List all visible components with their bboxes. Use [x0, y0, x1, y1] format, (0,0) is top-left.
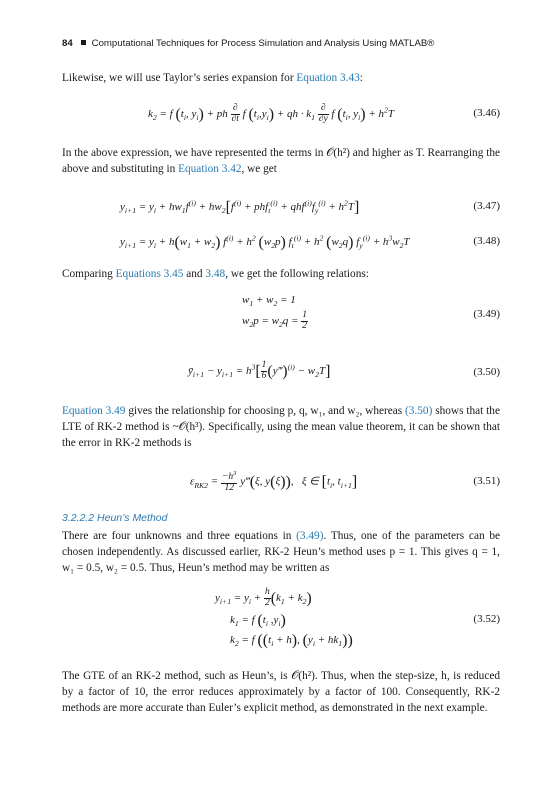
equation-3-48: $y_{i+1} = y_i + h(w_1 + w_2) f^{(i)} + h^2$ $(w_2p) f_t^{(i)} + h^2$ $(w_2q) f_y^{(i)} + h^3w_2T$ (3.48)	[120, 233, 500, 251]
square-bullet-icon	[81, 40, 86, 45]
equation-3-51: $\varepsilon_{RK2}$ = $\frac{-h^3}{12}$ y‴(ξ, y(ξ)), ξ ∈ [$t_i$, $t_{i+1}$] (3.51)	[190, 470, 500, 494]
equation-number: (3.52)	[473, 613, 500, 625]
equation-3-49: $w_1 + w_2 = 1$ $w_2p = w_2q$ = $\frac{1}{2}$ (3.49)	[242, 294, 500, 331]
equation-number: (3.49)	[473, 308, 500, 320]
equation-number: (3.47)	[473, 200, 500, 212]
equation-number: (3.46)	[473, 107, 500, 119]
equation-3-46: $k_2 = f$ ($t_i$, $y_i$) + ph $\frac{\partial}{\partial t}$ f $(t_i,y_i)$ + qh · $k_1$ $\frac{\partial}{\partial y}$ f ($t_i$, $y_i) + h^2T$ (3.46)	[148, 103, 500, 124]
equation-3-50: $ȳ_{i+1} - y_{i+1} = h^3$[ $\frac{1}{6}$ (y‴)$^{(i)}$ − $w_2T$] (3.50)	[188, 360, 500, 381]
paragraph-6: The GTE of an RK-2 method, such as Heun’s, is 𝒪(h²). Thus, when the step-size, h, is reduced by a factor of 10, the error reduces approximately by a factor of 100. Consequently, RK-2 methods are more accurate than Euler’s explicit method, as demonstrated in the next example.	[62, 670, 500, 715]
paragraph-5: There are four unknowns and three equations in (3.49). Thus, one of the parameters can be chosen independently. As discussed earlier, RK-2 Heun’s method uses p = 1. This gives q = 1, w₁ = 0.5, w₂ = 0.5. Thus, Heun’s method may be written as	[62, 530, 500, 575]
paragraph-4: Equation 3.49 gives the relationship for choosing p, q, w₁, and w₂, whereas (3.50) shows that the LTE of RK-2 method is ~𝒪(h³). Specifically, using the mean value theorem, it can be shown that the error in RK-2 methods is	[62, 405, 500, 450]
equation-number: (3.50)	[473, 366, 500, 378]
paragraph-2: In the above expression, we have represented the terms in 𝒪(h²) and higher as T. Rearranging the above and substituting in Equation 3.42, we get	[62, 147, 501, 176]
equation-3-52: $y_{i+1} = y_i$ + $\frac{h}{2}$ $(k_1 + k_2)$ $k_1 = f$ ($t_i$ $,y_i$) $k_2 = f$ ($(t_i + h)$, $(y_i + hk_1)$) (3.52)	[215, 587, 500, 649]
section-heading: 3.2.2.2 Heun’s Method	[62, 512, 168, 524]
link-eq-3-48[interactable]: 3.48	[205, 268, 226, 280]
link-eq-3-49[interactable]: Equation 3.49	[62, 405, 126, 417]
link-eq-3-45[interactable]: Equations 3.45	[115, 268, 184, 280]
link-eq-3-49b[interactable]: (3.49)	[296, 530, 324, 542]
paragraph-3: Comparing Equations 3.45 and 3.48, we get the following relations:	[62, 268, 369, 280]
page-number: 84	[62, 38, 73, 49]
equation-number: (3.48)	[473, 235, 500, 247]
link-eq-3-50[interactable]: (3.50)	[405, 405, 433, 417]
link-eq-3-42[interactable]: Equation 3.42	[178, 163, 242, 176]
paragraph-1: Likewise, we will use Taylor’s series expansion for Equation 3.43:	[62, 72, 363, 84]
equation-3-47: $y_{i+1} = y_i + hw_1f^{(i)} + hw_2[f^{(i)} + phf_t^{(i)} + qhf^{(i)}f_y^{(i)} + h^2T]$ (3.47)	[120, 198, 500, 216]
link-eq-3-43[interactable]: Equation 3.43	[296, 72, 360, 84]
running-header	[62, 37, 502, 51]
equation-number: (3.51)	[473, 475, 500, 487]
running-title: Computational Techniques for Process Simulation and Analysis Using MATLAB®	[91, 38, 435, 49]
